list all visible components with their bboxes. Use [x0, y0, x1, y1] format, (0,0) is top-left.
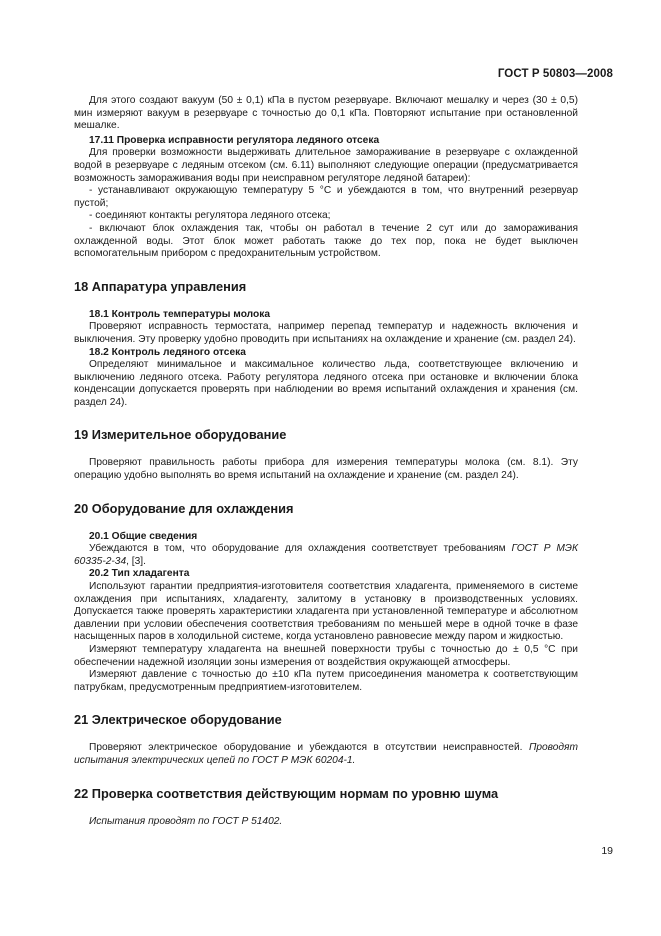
list-item: - соединяют контакты регулятора ледяного отсека;	[89, 210, 331, 222]
text-run: , [3].	[126, 555, 146, 567]
document-code: ГОСТ Р 50803—2008	[497, 68, 613, 80]
paragraph: Используют гарантии предприятия-изготовителя соответствия хладагента, применяемого в системе охлаждения при испытаниях, хладагенту, залитому в установку в производственных условиях. Допускается также проверять характеристики хладагента при установленной температуре и абсолютном давлении при условии обеспечения соответствия требованиям по меньшей мере в одной точке в фазе насыщенных паров в холодильной системе, когда установлено равновесие между паром и жидкостью.	[74, 581, 578, 643]
section-title-21: 21 Электрическое оборудование	[74, 712, 282, 728]
section-title-22: 22 Проверка соответствия действующим нормам по уровню шума	[74, 785, 499, 801]
subsection-title-17-11: 17.11 Проверка исправности регулятора ледяного отсека	[89, 134, 380, 146]
subsection-title-20-1: 20.1 Общие сведения	[89, 530, 198, 542]
subsection-title-18-2: 18.2 Контроль ледяного отсека	[89, 346, 246, 358]
page-number: 19	[601, 845, 613, 857]
subsection-title-18-1: 18.1 Контроль температуры молока	[89, 308, 270, 320]
paragraph: Проверяют правильность работы прибора для измерения температуры молока (см. 8.1). Эту операцию удобно выполнять во время испытаний на охлаждение и хранение (см. раздел 24).	[74, 457, 578, 482]
paragraph	[74, 742, 578, 767]
subsection-title-20-2: 20.2 Тип хладагента	[89, 568, 190, 580]
section-title-18: 18 Аппаратура управления	[74, 278, 247, 294]
paragraph	[74, 543, 578, 568]
paragraph: Измеряют давление с точностью до ±10 кПа путем присоединения манометра к соответствующим патрубкам, предусмотренным предприятием-изготовителем.	[74, 669, 578, 693]
page-content	[74, 95, 578, 828]
text-run: Убеждаются в том, что оборудование для охлаждения соответствует требованиям	[89, 543, 512, 555]
paragraph: Для проверки возможности выдерживать длительное замораживание в резервуаре с охлажденной водой в резервуаре с ледяным отсеком (см. 6.11) выполняют следующие операции (предусматривается возможность замораживания воды при неисправном регуляторе ледяной батареи):	[74, 147, 578, 184]
list-item: - устанавливают окружающую температуру 5 °С и убеждаются в том, что внутренний резервуар пустой;	[74, 185, 578, 209]
standard-reference: Проводят испытания электрических цепей по ГОСТ Р МЭК 60204-1.	[74, 742, 578, 766]
section-title-20: 20 Оборудование для охлаждения	[74, 500, 294, 516]
standard-reference: ГОСТ Р МЭК 60335-2-34	[74, 543, 578, 567]
paragraph: Для этого создают вакуум (50 ± 0,1) кПа в пустом резервуаре. Включают мешалку и через (30 ± 0,5) мин измеряют вакуум в резервуаре с точностью до 0,1 кПа. Повторяют испытание при остановленной мешалке.	[74, 95, 578, 132]
section-title-19: 19 Измерительное оборудование	[74, 427, 287, 443]
paragraph: Измеряют температуру хладагента на внешней поверхности трубы с точностью до ± 0,5 °С при обеспечении надежной изоляции зоны измерения от воздействия окружающей атмосферы.	[74, 644, 578, 668]
paragraph	[74, 816, 578, 829]
list-item: - включают блок охлаждения так, чтобы он работал в течение 2 сут или до замораживания охлажденной воды. Этот блок может работать также до тех пор, пока не будет выключен вспомогательным прибором с предохранительным устройством.	[74, 222, 578, 260]
paragraph: Определяют минимальное и максимальное количество льда, соответствующее включению и выключению ледяного отсека. Работу регулятора ледяного отсека при остановке и включении блока конденсации допускается проверять при наблюдении во время испытаний охлаждения и хранения (см. раздел 24).	[74, 359, 578, 408]
paragraph: Проверяют исправность термостата, например перепад температур и надежность включения и выключения. Эту проверку удобно проводить при испытаниях на охлаждение и хранение (см. раздел 24).	[74, 321, 578, 345]
text-run: Проверяют электрическое оборудование и убеждаются в отсутствии неисправностей.	[89, 742, 529, 754]
standard-reference: Испытания проводят по ГОСТ Р 51402.	[89, 815, 283, 827]
